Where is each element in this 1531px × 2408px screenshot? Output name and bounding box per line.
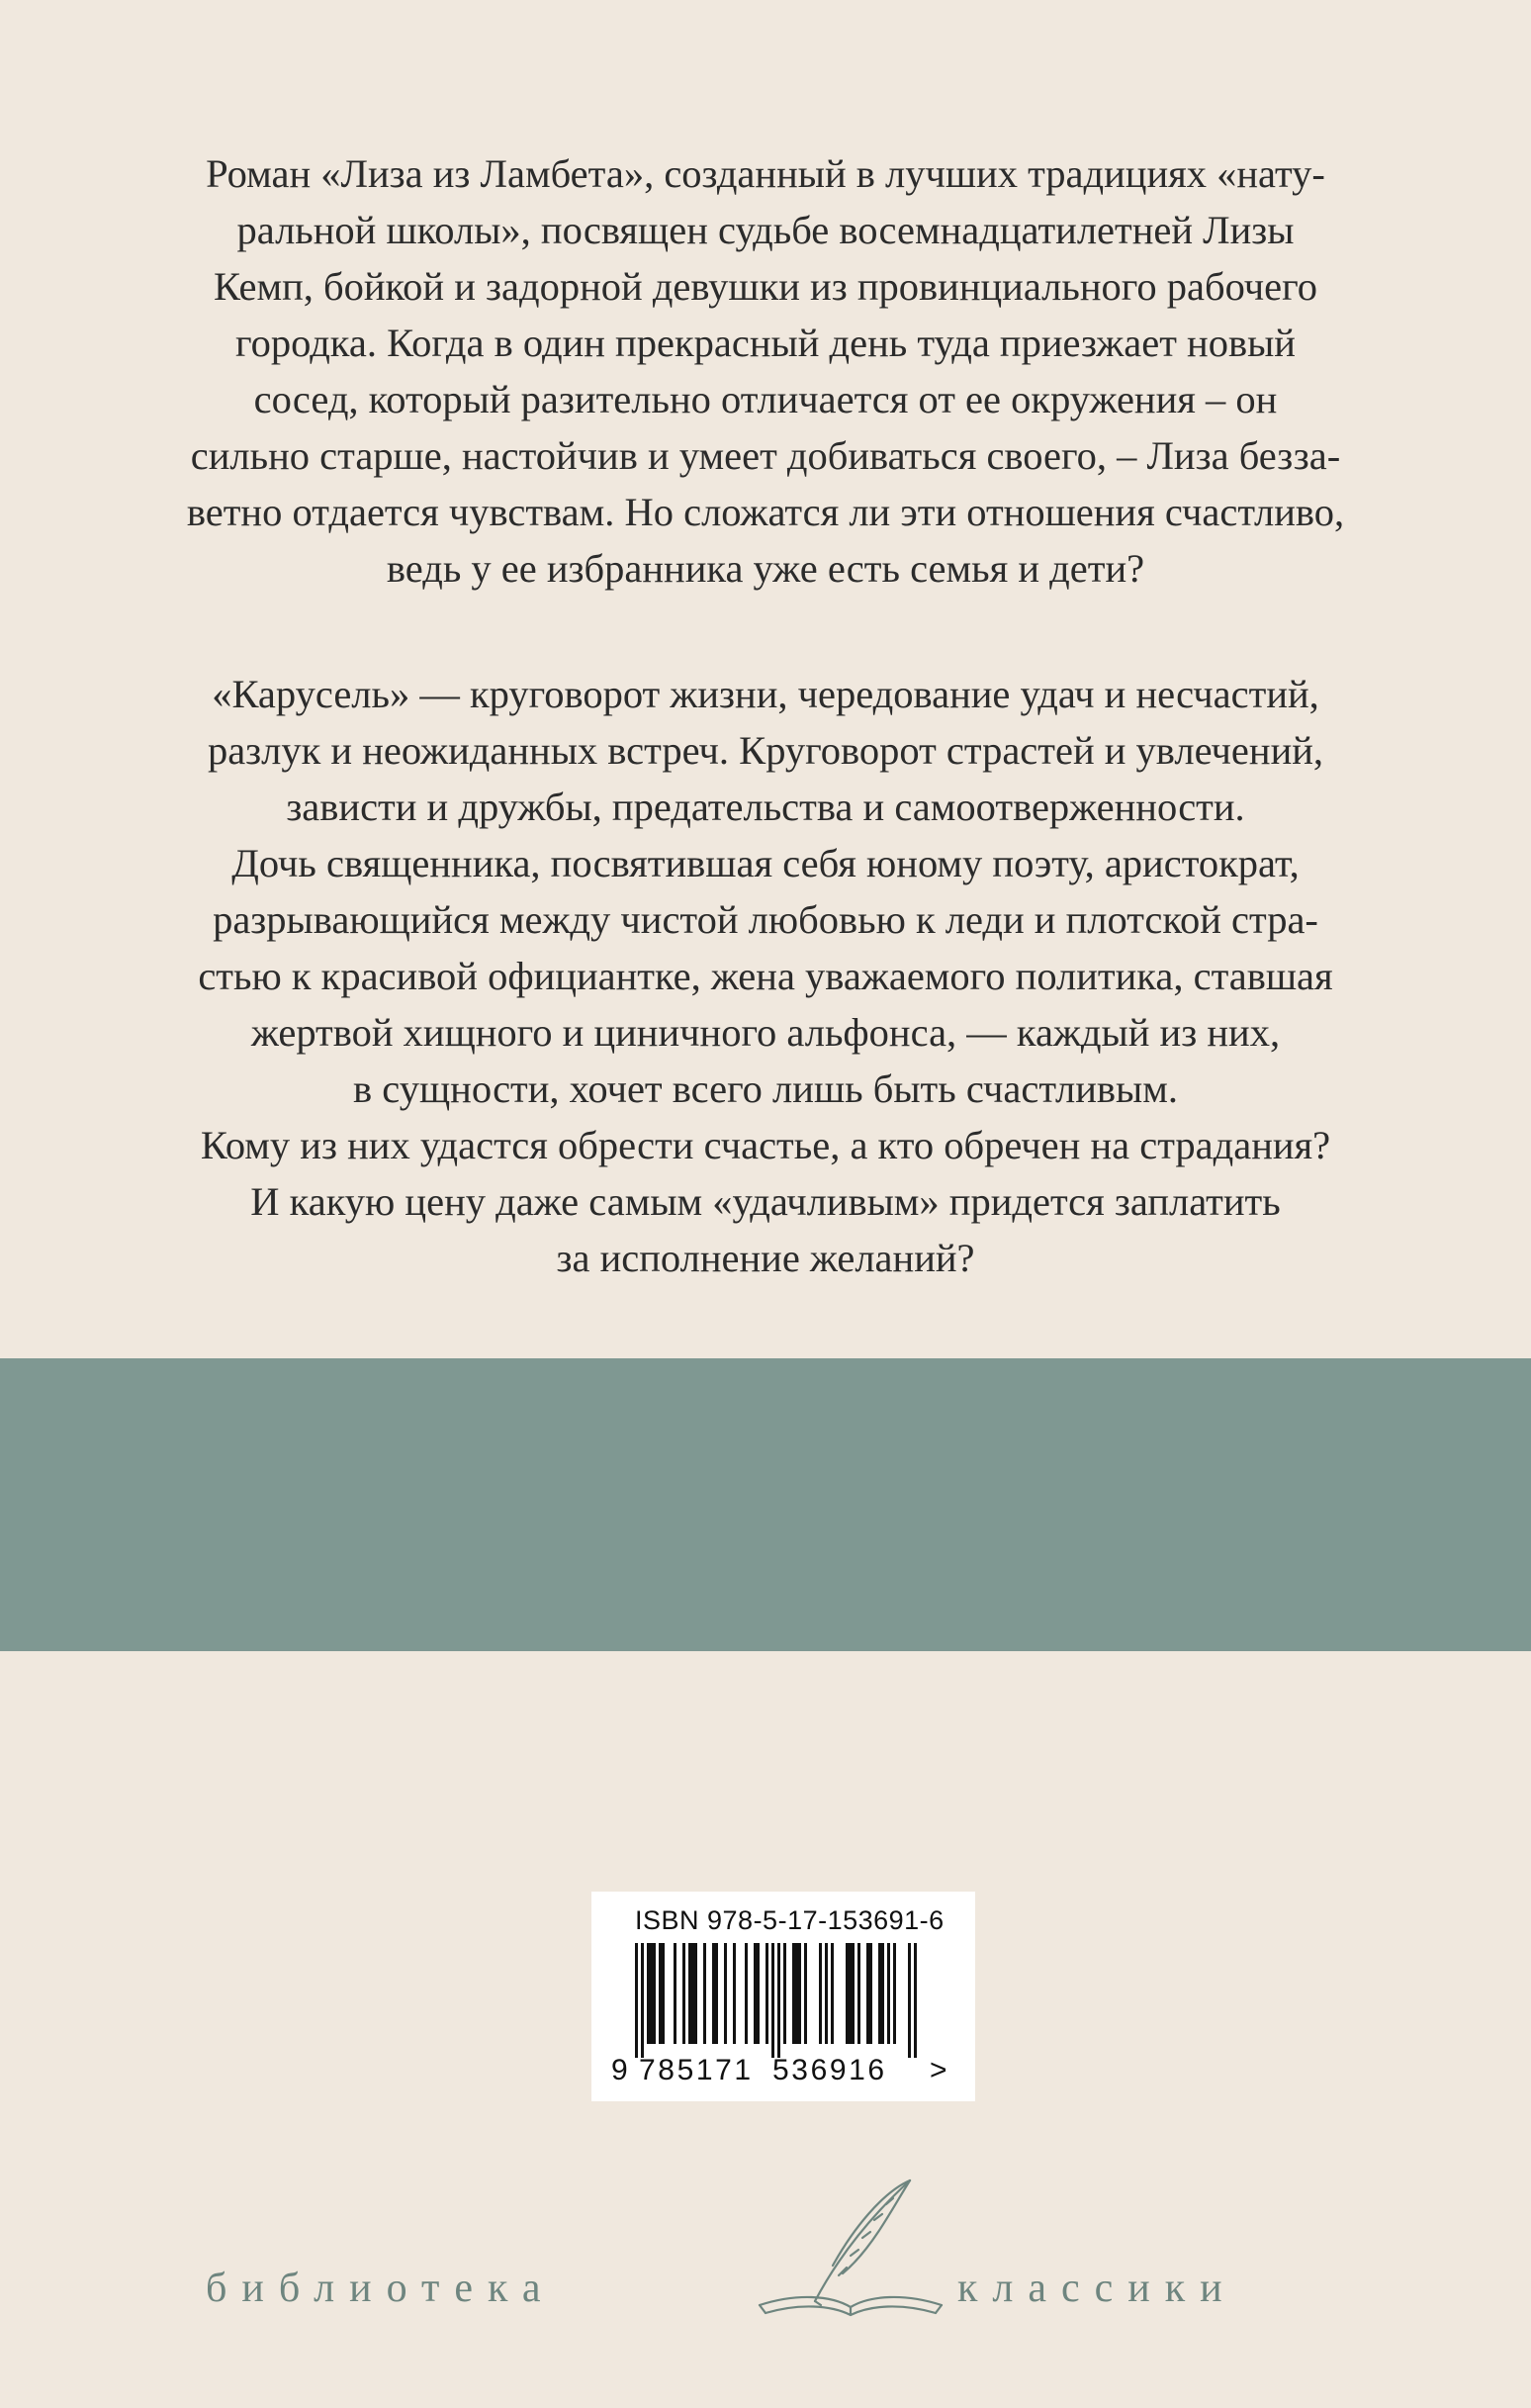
barcode-bar [688, 1943, 691, 2044]
barcode-bar [849, 1943, 852, 2044]
series-word-left: библиотека [206, 2266, 556, 2311]
barcode-bar [846, 1943, 849, 2044]
barcode-quiet-zone-mark: > [930, 2054, 947, 2086]
text-line: жертвой хищного и циничного альфонса, — каждый из них, [250, 1010, 1281, 1055]
barcode-bar [819, 1943, 822, 2044]
barcode-digits-left: 785171 [639, 2054, 754, 2086]
barcode-bar [804, 1943, 807, 2044]
barcode-bar [703, 1943, 706, 2044]
barcode-bar [733, 1943, 736, 2044]
barcode-bar [893, 1943, 896, 2044]
text-line: ветно отдается чувствам. Но сложатся ли эти отношения счастливо, [186, 490, 1345, 534]
text-line: за исполнение желаний? [556, 1236, 975, 1280]
text-line: городка. Когда в один прекрасный день туда приезжает новый [235, 321, 1296, 365]
barcode-bar [825, 1943, 828, 2044]
barcode-digits-right: 536916 [772, 2054, 887, 2086]
barcode-bar [766, 1943, 768, 2044]
barcode-bar [662, 1943, 665, 2044]
text-line: сосед, который разительно отличается от ее окружения – он [253, 377, 1278, 421]
text-line: Кемп, бойкой и задорной девушки из провинциального рабочего [214, 264, 1317, 309]
barcode-bar [831, 1943, 834, 2044]
series-logo [0, 2157, 1531, 2325]
barcode-bar [866, 1943, 869, 2044]
text-line: ральной школы», посвящен судьбе восемнадцатилетней Лизы [236, 208, 1295, 252]
text-line: зависти и дружбы, предательства и самоотверженности. [286, 785, 1245, 829]
barcode-bar [715, 1943, 718, 2044]
isbn-label: ISBN 978-5-17-153691-6 [635, 1905, 945, 1935]
barcode-bar [754, 1943, 757, 2044]
text-line: «Карусель» — круговорот жизни, чередование удач и несчастий, [212, 672, 1319, 716]
barcode-bar [869, 1943, 872, 2044]
barcode-bar [914, 1943, 917, 2058]
barcode-bar [724, 1943, 727, 2044]
barcode-bar [659, 1943, 662, 2044]
text-line: И какую цену даже самым «удачливым» придется заплатить [250, 1179, 1281, 1224]
barcode-bar [691, 1943, 694, 2044]
text-line: сильно старше, настойчив и умеет добиваться своего, – Лиза безза- [190, 433, 1341, 478]
barcode-bar [783, 1943, 786, 2044]
isbn-barcode-panel [591, 1892, 975, 2101]
barcode-bar [908, 1943, 911, 2058]
text-line: разрывающийся между чистой любовью к леди и плотской стра- [213, 897, 1318, 942]
decorative-color-band [0, 1358, 1531, 1651]
barcode-bar [857, 1943, 860, 2044]
barcode-bar [852, 1943, 855, 2044]
barcode-bar [777, 1943, 780, 2058]
barcode-bar [650, 1943, 653, 2044]
barcode-bar [653, 1943, 656, 2044]
annotation-paragraph-2 [59, 666, 1472, 1286]
barcode-bar [878, 1943, 881, 2044]
text-line: Дочь священника, посвятившая себя юному поэту, аристократ, [231, 841, 1300, 885]
barcode-bar [647, 1943, 650, 2044]
text-line: ведь у ее избранника уже есть семья и дети? [386, 546, 1145, 591]
text-line: Роман «Лиза из Ламбета», созданный в лучших традициях «нату- [206, 151, 1325, 196]
series-word-right: классики [957, 2266, 1237, 2311]
barcode-bar [771, 1943, 774, 2058]
barcode-bar [757, 1943, 760, 2044]
barcode-bar [674, 1943, 676, 2044]
quill-and-open-book-icon [752, 2157, 949, 2325]
barcode-digit-first: 9 [611, 2054, 628, 2086]
barcode-bar [792, 1943, 795, 2044]
barcode-bar [798, 1943, 801, 2044]
annotation-paragraph-1 [59, 145, 1472, 597]
barcode-bar [694, 1943, 697, 2044]
barcode-bar [635, 1943, 638, 2058]
barcode-bar [795, 1943, 798, 2044]
text-line: разлук и неожиданных встреч. Круговорот страстей и увлечений, [207, 728, 1324, 773]
text-line: стью к красивой официантке, жена уважаемого политика, ставшая [198, 954, 1333, 998]
barcode-bar [881, 1943, 884, 2044]
barcode-bar [745, 1943, 748, 2044]
barcode-bar [641, 1943, 644, 2058]
barcode-bar [712, 1943, 715, 2044]
barcode-bar [682, 1943, 685, 2044]
text-line: Кому из них удастся обрести счастье, а кто обречен на страдания? [200, 1123, 1331, 1167]
barcode-bar [887, 1943, 890, 2044]
text-line: в сущности, хочет всего лишь быть счастливым. [353, 1066, 1178, 1111]
